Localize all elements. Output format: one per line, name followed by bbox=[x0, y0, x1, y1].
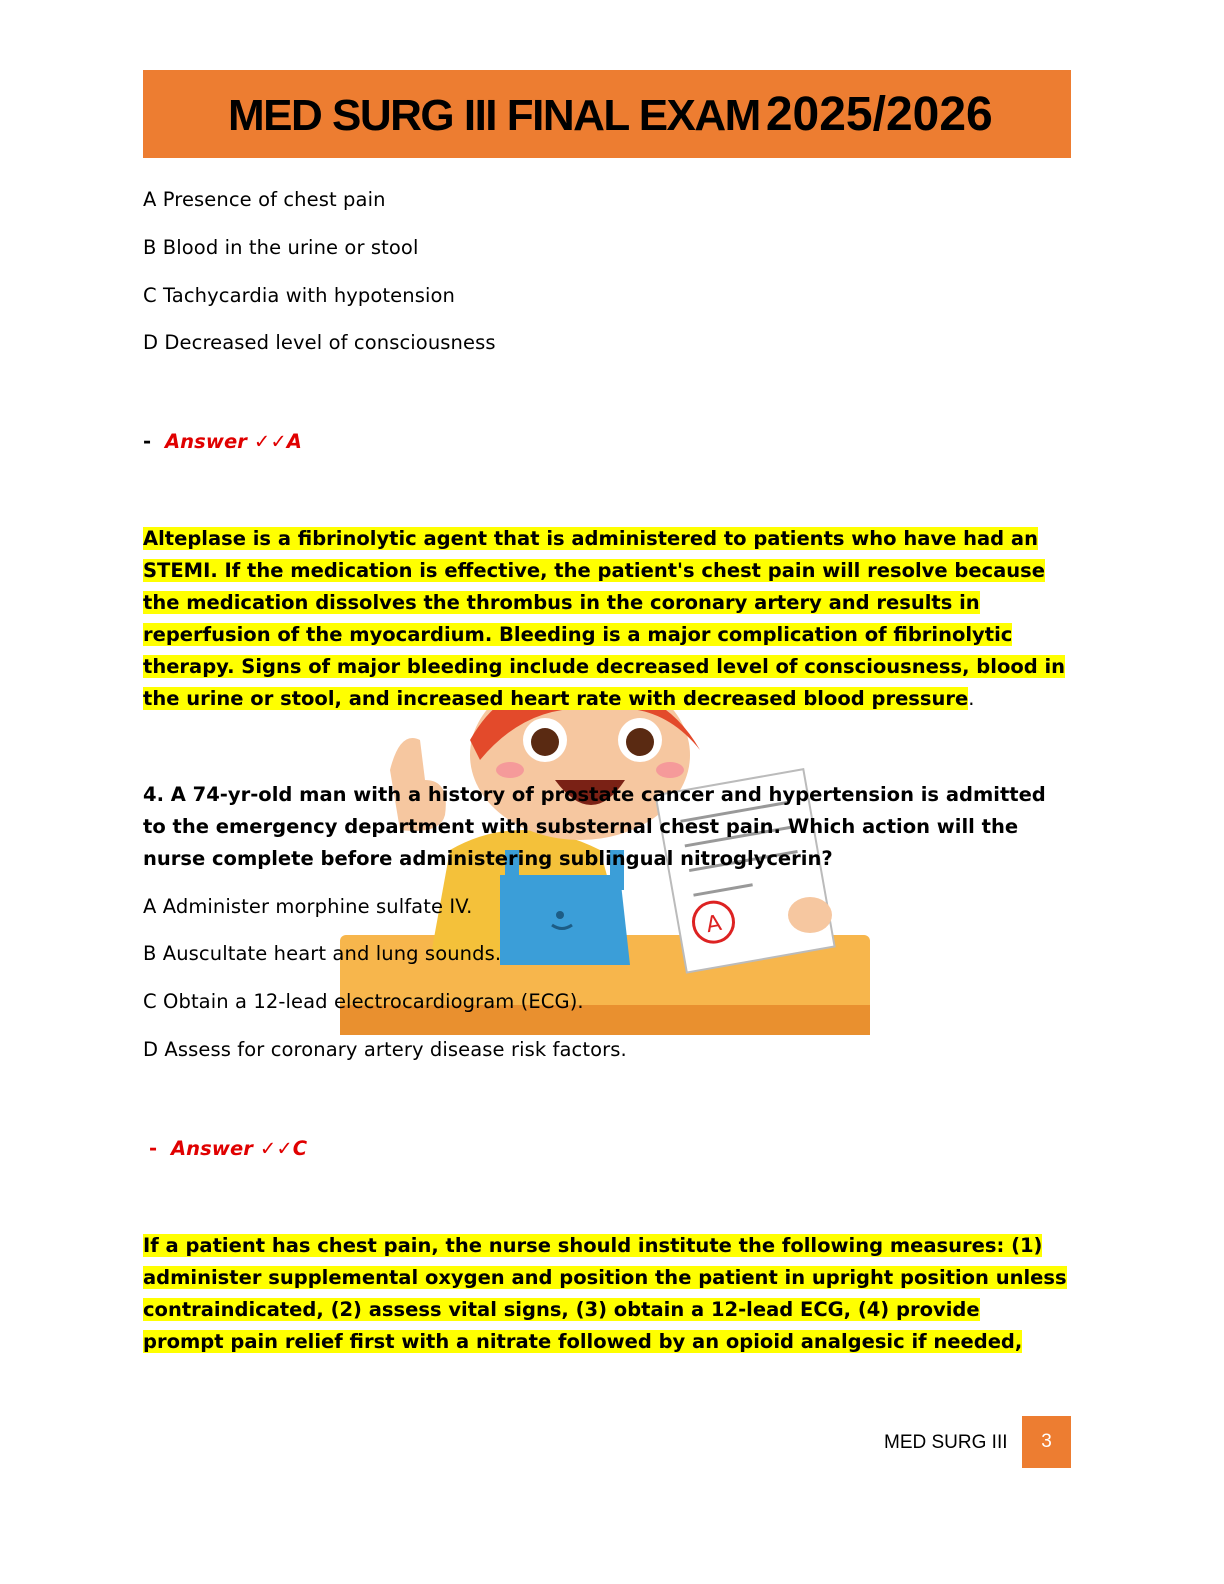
q3-option-d: D Decreased level of consciousness bbox=[143, 331, 496, 354]
q3-rationale-line-1: Alteplase is a fibrinolytic agent that is administered to patients who have had an bbox=[143, 527, 1038, 550]
q4-answer-text: Answer ✓✓C bbox=[170, 1137, 308, 1160]
page-title bbox=[228, 80, 993, 151]
q3-rationale bbox=[143, 523, 1073, 715]
q4-rationale bbox=[143, 1230, 1073, 1358]
q4-option-d: D Assess for coronary artery disease risk factors. bbox=[143, 1038, 627, 1061]
q3-option-b: B Blood in the urine or stool bbox=[143, 236, 419, 259]
q3-rationale-line-6: the urine or stool, and increased heart rate with decreased blood pressure bbox=[143, 687, 969, 710]
q4-answer-prefix: - bbox=[149, 1137, 158, 1160]
q4-option-a: A Administer morphine sulfate IV. bbox=[143, 895, 473, 918]
q4-stem-line-1: 4. A 74-yr-old man with a history of prostate cancer and hypertension is admitted bbox=[143, 783, 1046, 806]
q3-rationale-line-3: the medication dissolves the thrombus in the coronary artery and results in bbox=[143, 591, 980, 614]
q4-rationale-line-3: contraindicated, (2) assess vital signs, (3) obtain a 12-lead ECG, (4) provide bbox=[143, 1298, 980, 1321]
q4-rationale-line-1: If a patient has chest pain, the nurse should institute the following measures: (1) bbox=[143, 1234, 1043, 1257]
q4-rationale-line-4: prompt pain relief first with a nitrate followed by an opioid analgesic if needed, bbox=[143, 1330, 1023, 1353]
q4-rationale-line-2: administer supplemental oxygen and position the patient in upright position unless bbox=[143, 1266, 1067, 1289]
q3-rationale-end: . bbox=[968, 687, 975, 710]
page-number: 3 bbox=[1022, 1416, 1071, 1468]
footer-label: MED SURG III bbox=[884, 1432, 1008, 1453]
q4-answer bbox=[149, 1137, 307, 1161]
q3-rationale-line-5: therapy. Signs of major bleeding include decreased level of consciousness, blood in bbox=[143, 655, 1066, 678]
q3-rationale-line-4: reperfusion of the myocardium. Bleeding is a major complication of fibrinolytic bbox=[143, 623, 1013, 646]
q4-stem bbox=[143, 779, 1073, 875]
q3-option-a: A Presence of chest pain bbox=[143, 188, 386, 211]
q4-option-b: B Auscultate heart and lung sounds. bbox=[143, 942, 502, 965]
q3-answer bbox=[143, 430, 302, 454]
title-year: 2025/2026 bbox=[765, 88, 993, 141]
title-text: MED SURG III FINAL EXAM bbox=[228, 91, 760, 140]
q4-stem-line-2: to the emergency department with substernal chest pain. Which action will the bbox=[143, 815, 1019, 838]
grade-mark: A bbox=[704, 910, 724, 939]
q3-rationale-line-2: STEMI. If the medication is effective, the patient's chest pain will resolve because bbox=[143, 559, 1045, 582]
q3-option-c: C Tachycardia with hypotension bbox=[143, 284, 456, 307]
q3-answer-text: Answer ✓✓A bbox=[164, 430, 302, 453]
q4-option-c: C Obtain a 12-lead electrocardiogram (ECG). bbox=[143, 990, 584, 1013]
q4-stem-line-3: nurse complete before administering sublingual nitroglycerin? bbox=[143, 847, 833, 870]
q3-answer-prefix: - bbox=[143, 430, 152, 453]
